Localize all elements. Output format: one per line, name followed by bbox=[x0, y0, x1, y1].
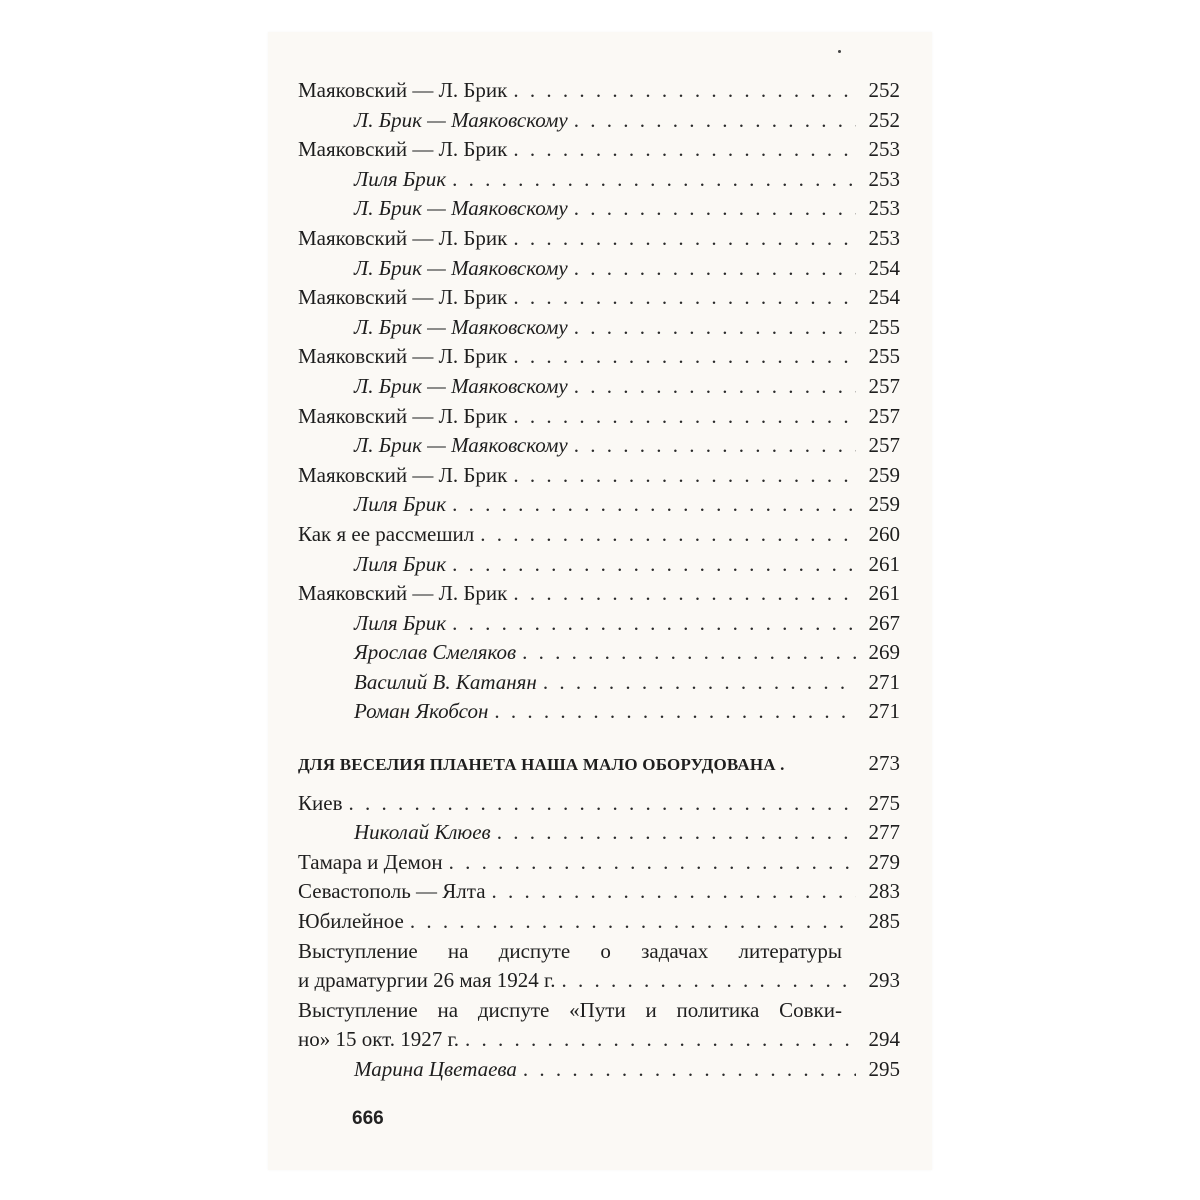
entry-title: Ярослав Смеляков bbox=[354, 640, 517, 665]
entry-title: Маяковский — Л. Брик bbox=[298, 462, 508, 487]
leader-dots bbox=[522, 638, 856, 668]
entry-page: 253 bbox=[868, 225, 900, 250]
toc-entry bbox=[298, 313, 900, 343]
leader-dots bbox=[410, 907, 856, 937]
toc-entry-multiline bbox=[298, 937, 900, 996]
entry-page: 253 bbox=[868, 137, 900, 162]
leader-dots bbox=[452, 609, 856, 639]
leader-dots bbox=[574, 431, 856, 461]
toc-entry bbox=[298, 342, 900, 372]
entry-title: Маяковский — Л. Брик bbox=[298, 581, 508, 606]
toc-entry bbox=[298, 194, 900, 224]
section-title: ДЛЯ ВЕСЕЛИЯ ПЛАНЕТА НАША МАЛО ОБОРУДОВАНА . bbox=[298, 755, 785, 775]
entry-title: Роман Якобсон bbox=[354, 699, 489, 724]
entry-title: Л. Брик — Маяковскому bbox=[354, 107, 568, 132]
leader-dots bbox=[574, 372, 856, 402]
entry-title: Лиля Брик bbox=[354, 610, 447, 635]
toc-entry bbox=[298, 579, 900, 609]
toc-entry bbox=[298, 106, 900, 136]
entry-page: 285 bbox=[868, 909, 900, 934]
entry-title: Киев bbox=[298, 790, 343, 815]
entry-page: 257 bbox=[868, 403, 900, 428]
entry-title: Василий В. Катанян bbox=[354, 669, 537, 694]
entry-page: 253 bbox=[868, 166, 900, 191]
toc-entry bbox=[298, 877, 900, 907]
toc-entry bbox=[298, 254, 900, 284]
entry-page: 275 bbox=[868, 790, 900, 815]
entry-line-1: Выступление на диспуте о задачах литературы bbox=[298, 938, 842, 963]
page-number: 666 bbox=[352, 1108, 384, 1129]
leader-dots bbox=[574, 194, 856, 224]
leader-dots bbox=[513, 461, 856, 491]
entry-page: 255 bbox=[868, 344, 900, 369]
entry-title: и драматургии 26 мая 1924 г. bbox=[298, 968, 556, 993]
toc-entry bbox=[298, 789, 900, 819]
entry-title: Л. Брик — Маяковскому bbox=[354, 314, 568, 339]
entry-title: Маяковский — Л. Брик bbox=[298, 403, 508, 428]
entry-page: 294 bbox=[868, 1027, 900, 1052]
entry-page: 279 bbox=[868, 849, 900, 874]
section-page: 273 bbox=[868, 751, 900, 776]
entry-title: Маяковский — Л. Брик bbox=[298, 344, 508, 369]
entry-page: 261 bbox=[868, 581, 900, 606]
toc-entry bbox=[298, 372, 900, 402]
entry-page: 252 bbox=[868, 78, 900, 102]
entry-title: Лиля Брик bbox=[354, 492, 447, 517]
leader-dots bbox=[492, 877, 856, 907]
leader-dots bbox=[513, 342, 856, 372]
entry-page: 271 bbox=[868, 669, 900, 694]
toc-section-heading bbox=[298, 749, 900, 779]
entry-page: 271 bbox=[868, 699, 900, 724]
entry-title: Маяковский — Л. Брик bbox=[298, 225, 508, 250]
entry-page: 261 bbox=[868, 551, 900, 576]
entry-title: Николай Клюев bbox=[354, 820, 491, 845]
entry-page: 253 bbox=[868, 196, 900, 221]
entry-line-1: Выступление на диспуте «Пути и политика Совки- bbox=[298, 997, 842, 1022]
entry-title: Севастополь — Ялта bbox=[298, 879, 486, 904]
toc-entry bbox=[298, 1055, 900, 1085]
entry-title: Как я ее рассмешил bbox=[298, 521, 475, 546]
leader-dots bbox=[348, 789, 856, 819]
entry-title: Лиля Брик bbox=[354, 551, 447, 576]
leader-dots bbox=[562, 966, 856, 996]
toc-entry bbox=[298, 402, 900, 432]
entry-page: 283 bbox=[868, 879, 900, 904]
toc-entry bbox=[298, 907, 900, 937]
toc-entry bbox=[298, 283, 900, 313]
leader-dots bbox=[574, 254, 856, 284]
table-of-contents bbox=[298, 76, 900, 1085]
toc-entry bbox=[298, 490, 900, 520]
toc-entry bbox=[298, 818, 900, 848]
entry-page: 254 bbox=[868, 285, 900, 310]
toc-list-part-2 bbox=[298, 789, 900, 937]
entry-title: Л. Брик — Маяковскому bbox=[354, 196, 568, 221]
toc-entry bbox=[298, 520, 900, 550]
entry-page: 267 bbox=[868, 610, 900, 635]
entry-page: 277 bbox=[868, 820, 900, 845]
leader-dots bbox=[452, 490, 856, 520]
toc-entry-multiline bbox=[298, 996, 900, 1055]
leader-dots bbox=[513, 579, 856, 609]
toc-entry bbox=[298, 638, 900, 668]
ink-speck bbox=[838, 50, 841, 53]
toc-entry bbox=[298, 609, 900, 639]
entry-page: 255 bbox=[868, 314, 900, 339]
toc-entry bbox=[298, 668, 900, 698]
toc-entry bbox=[298, 848, 900, 878]
entry-page: 259 bbox=[868, 462, 900, 487]
leader-dots bbox=[452, 550, 856, 580]
entry-line-2 bbox=[298, 966, 900, 996]
entry-page: 295 bbox=[868, 1057, 900, 1081]
leader-dots bbox=[452, 165, 856, 195]
entry-title: Юбилейное bbox=[298, 909, 404, 934]
leader-dots bbox=[513, 283, 856, 313]
entry-page: 259 bbox=[868, 492, 900, 517]
toc-entry bbox=[298, 165, 900, 195]
toc-entry bbox=[298, 76, 900, 106]
entry-page: 254 bbox=[868, 255, 900, 280]
leader-dots bbox=[513, 402, 856, 432]
entry-title: но» 15 окт. 1927 г. bbox=[298, 1027, 460, 1052]
toc-entry bbox=[298, 461, 900, 491]
toc-entry bbox=[298, 697, 900, 727]
leader-dots bbox=[494, 697, 856, 727]
entry-title: Л. Брик — Маяковскому bbox=[354, 373, 568, 398]
entry-title: Тамара и Демон bbox=[298, 849, 443, 874]
entry-line-2 bbox=[298, 1025, 900, 1055]
entry-page: 269 bbox=[868, 640, 900, 665]
entry-page: 252 bbox=[868, 107, 900, 132]
leader-dots bbox=[574, 313, 856, 343]
entry-page: 293 bbox=[868, 968, 900, 993]
leader-dots bbox=[523, 1055, 856, 1085]
entry-title: Лиля Брик bbox=[354, 166, 447, 191]
toc-list-part-1 bbox=[298, 76, 900, 727]
entry-page: 260 bbox=[868, 521, 900, 546]
toc-entry bbox=[298, 224, 900, 254]
leader-dots bbox=[513, 135, 856, 165]
entry-title: Маяковский — Л. Брик bbox=[298, 137, 508, 162]
leader-dots bbox=[480, 520, 856, 550]
toc-entry bbox=[298, 135, 900, 165]
entry-page: 257 bbox=[868, 433, 900, 458]
leader-dots bbox=[449, 848, 856, 878]
entry-title: Маяковский — Л. Брик bbox=[298, 285, 508, 310]
toc-entry bbox=[298, 431, 900, 461]
entry-title: Маяковский — Л. Брик bbox=[298, 78, 508, 102]
leader-dots bbox=[513, 224, 856, 254]
entry-title: Л. Брик — Маяковскому bbox=[354, 255, 568, 280]
entry-title: Л. Брик — Маяковскому bbox=[354, 433, 568, 458]
leader-dots bbox=[497, 818, 856, 848]
entry-title: Марина Цветаева bbox=[354, 1057, 517, 1081]
leader-dots bbox=[543, 668, 856, 698]
entry-page: 257 bbox=[868, 373, 900, 398]
toc-entry bbox=[298, 550, 900, 580]
leader-dots bbox=[513, 76, 856, 106]
leader-dots bbox=[574, 106, 856, 136]
leader-dots bbox=[465, 1025, 856, 1055]
